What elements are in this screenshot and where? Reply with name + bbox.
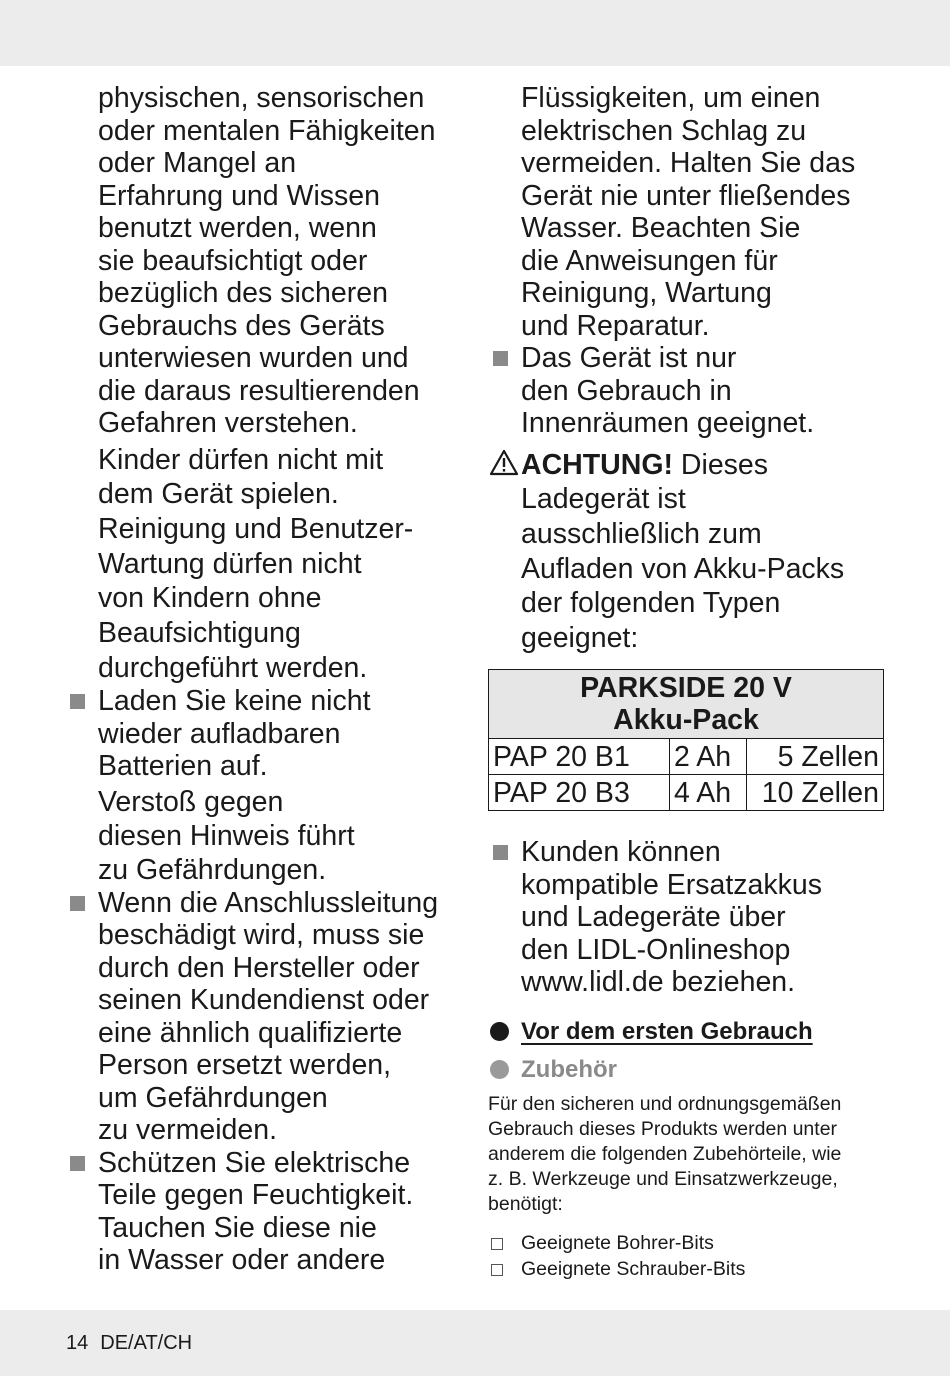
text-line: Gebrauchs des Geräts xyxy=(98,309,385,342)
right-column xyxy=(521,82,901,656)
text-line: Flüssigkeiten, um einen xyxy=(521,82,821,114)
text-line: zu Gefährdungen. xyxy=(98,853,327,886)
table-row xyxy=(489,775,884,811)
text-line: Erfahrung und Wissen xyxy=(98,179,380,212)
header-band xyxy=(0,0,950,66)
text-line: die daraus resultierenden xyxy=(98,374,420,407)
bullet-innenraeume xyxy=(521,342,901,440)
text-line: vermeiden. Halten Sie das xyxy=(521,147,856,179)
text-line: von Kindern ohne xyxy=(98,582,322,615)
text-line: Laden Sie keine nicht xyxy=(98,685,371,718)
text-line: seinen Kundendienst oder xyxy=(98,984,430,1017)
text-line: Wasser. Beachten Sie xyxy=(521,212,801,244)
text-line: ausschließlich zum xyxy=(521,517,762,550)
square-bullet-icon xyxy=(493,351,508,366)
text-line: Reinigung, Wartung xyxy=(521,277,772,309)
square-bullet-icon xyxy=(70,1156,85,1171)
text-line: Reinigung und Benutzer- xyxy=(98,512,414,545)
text-line: Gefahren verstehen. xyxy=(98,407,358,439)
text-line: Das Gerät ist nur xyxy=(521,342,737,374)
text-line: Für den sicheren und ordnungsgemäßen xyxy=(488,1093,842,1115)
text-line: oder Mangel an xyxy=(98,147,297,179)
square-bullet-icon xyxy=(70,896,85,911)
page-number: 14 xyxy=(66,1332,89,1354)
text-line: Batterien auf. xyxy=(98,750,268,783)
text-line: den Gebrauch in xyxy=(521,374,732,407)
text-line: benutzt werden, wenn xyxy=(98,212,377,244)
text-line: Innenräumen geeignet. xyxy=(521,407,815,439)
subsection-heading-text: Zubehör xyxy=(521,1056,617,1083)
text-line: beschädigt wird, muss sie xyxy=(98,919,425,952)
text-line: anderem die folgenden Zubehörteile, wie xyxy=(488,1143,842,1165)
text-line: durchgeführt werden. xyxy=(98,651,368,684)
table-cell-model: PAP 20 B1 xyxy=(489,739,670,775)
table-header-line: PARKSIDE 20 V xyxy=(580,672,792,704)
accessories-intro xyxy=(488,1092,888,1217)
verstoss-paragraph xyxy=(98,785,478,887)
text-line: den LIDL-Onlineshop xyxy=(521,933,791,966)
table-header-line: Akku-Pack xyxy=(613,704,759,736)
text-line: und Ladegeräte über xyxy=(521,901,786,933)
table-cell-capacity: 2 Ah xyxy=(670,739,747,775)
akku-pack-table xyxy=(488,669,884,811)
table-header-row xyxy=(489,670,884,739)
text-line: Verstoß gegen xyxy=(98,785,284,818)
bullet-anschlussleitung xyxy=(98,887,478,1147)
text-line: oder mentalen Fähigkeiten xyxy=(98,114,436,147)
table-cell-cells: 5 Zellen xyxy=(747,739,884,775)
left-column xyxy=(98,82,478,1277)
list-item xyxy=(490,1256,745,1282)
bullet-batterien xyxy=(98,685,478,887)
filled-circle-icon xyxy=(490,1022,509,1041)
section-heading-text: Vor dem ersten Gebrauch xyxy=(521,1018,813,1045)
text-line: eine ähnlich qualifizierte xyxy=(98,1016,403,1049)
list-item xyxy=(490,1230,745,1256)
text-line: Person ersetzt werden, xyxy=(98,1049,392,1082)
checkbox-square-icon xyxy=(491,1264,503,1276)
text-line: diesen Hinweis führt xyxy=(98,819,355,852)
text-line: physischen, sensorischen xyxy=(98,82,425,114)
intro-paragraph xyxy=(98,82,478,440)
warning-block xyxy=(521,448,901,656)
kinder-paragraph xyxy=(98,443,478,512)
text-line: wieder aufladbaren xyxy=(98,717,341,750)
text-line: bezüglich des sicheren xyxy=(98,277,388,309)
square-bullet-icon xyxy=(70,694,85,709)
section-heading xyxy=(490,1018,813,1046)
table-cell-model: PAP 20 B3 xyxy=(489,775,670,811)
text-line: zu vermeiden. xyxy=(98,1114,278,1147)
text-line: Tauchen Sie diese nie xyxy=(98,1211,377,1244)
text-line: Kunden können xyxy=(521,836,721,868)
text-line: Ladegerät ist xyxy=(521,483,686,516)
warning-triangle-icon xyxy=(489,448,519,476)
table-row xyxy=(489,739,884,775)
text-line: dem Gerät spielen. xyxy=(98,478,339,511)
text-line: www.lidl.de beziehen. xyxy=(521,966,796,998)
text-line: elektrischen Schlag zu xyxy=(521,114,807,147)
text-line: Schützen Sie elektrische xyxy=(98,1146,411,1179)
square-bullet-icon xyxy=(493,845,508,860)
text-line: Gerät nie unter fließendes xyxy=(521,179,851,212)
fluessigkeiten-paragraph xyxy=(521,82,901,342)
text-line: kompatible Ersatzakkus xyxy=(521,868,822,901)
text-line: die Anweisungen für xyxy=(521,244,778,277)
text-line: unterwiesen wurden und xyxy=(98,342,409,374)
text-line: und Reparatur. xyxy=(521,309,710,342)
text-line: Kinder dürfen nicht mit xyxy=(98,443,384,476)
warning-title: ACHTUNG! xyxy=(521,448,673,481)
text-line: um Gefährdungen xyxy=(98,1081,328,1114)
reinigung-paragraph xyxy=(98,512,478,686)
table-cell-cells: 10 Zellen xyxy=(747,775,884,811)
table-cell-capacity: 4 Ah xyxy=(670,775,747,811)
bullet-kunden xyxy=(521,836,901,999)
bullet-schuetzen xyxy=(98,1147,478,1277)
region-label: DE/AT/CH xyxy=(100,1332,193,1354)
accessories-list xyxy=(490,1230,745,1282)
grey-circle-icon xyxy=(490,1060,509,1079)
text-line: durch den Hersteller oder xyxy=(98,951,420,984)
footer xyxy=(66,1332,192,1355)
checkbox-square-icon xyxy=(491,1238,503,1250)
subsection-heading xyxy=(490,1056,617,1084)
text-line: Wartung dürfen nicht xyxy=(98,547,362,580)
table-header xyxy=(489,670,884,739)
warning-text: Dieses xyxy=(672,448,769,481)
text-line: Beaufsichtigung xyxy=(98,617,301,650)
list-item-label: Geeignete Bohrer-Bits xyxy=(521,1232,714,1254)
text-line: sie beaufsichtigt oder xyxy=(98,244,368,277)
text-line: Wenn die Anschlussleitung xyxy=(98,886,439,919)
text-line: Aufladen von Akku-Packs xyxy=(521,552,845,585)
text-line: in Wasser oder andere xyxy=(98,1244,386,1277)
list-item-label: Geeignete Schrauber-Bits xyxy=(521,1258,746,1280)
text-line: geeignet: xyxy=(521,622,639,655)
text-line: z. B. Werkzeuge und Einsatzwerkzeuge, xyxy=(488,1168,838,1190)
text-line: benötigt: xyxy=(488,1193,563,1215)
text-line: Teile gegen Feuchtigkeit. xyxy=(98,1179,414,1212)
text-line: Gebrauch dieses Produkts werden unter xyxy=(488,1118,838,1140)
text-line: der folgenden Typen xyxy=(521,587,781,620)
